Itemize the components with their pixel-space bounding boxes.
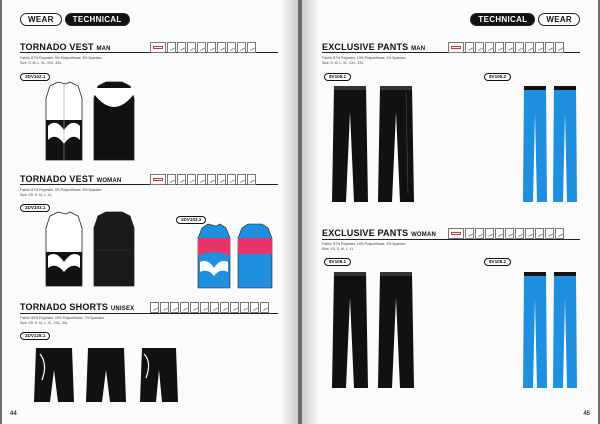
spine-shadow (280, 0, 298, 424)
technical-label: TECHNICAL (65, 13, 130, 26)
feature-icon (247, 174, 256, 185)
feature-icon (197, 42, 206, 53)
section-title: EXCLUSIVE PANTS WOMAN (322, 228, 437, 238)
vest-woman-color-image (196, 222, 276, 292)
wear-label: WEAR (538, 13, 580, 26)
feature-icon (525, 42, 534, 53)
feature-icon (207, 42, 216, 53)
size-text: Size: XS, S, M, L, XL (322, 247, 354, 251)
feature-icon (180, 302, 189, 313)
feature-icon (197, 174, 206, 185)
wear-label: WEAR (20, 13, 62, 26)
feature-icon (160, 302, 169, 313)
feature-icon (207, 174, 216, 185)
section-title: TORNADO VEST WOMAN (20, 174, 122, 184)
feature-icon (555, 42, 564, 53)
feature-icon (515, 228, 524, 239)
pants-man-blue-image (520, 82, 580, 206)
feature-icon (247, 42, 256, 53)
feature-icon (545, 42, 554, 53)
feature-icon (150, 302, 159, 313)
feature-icon (227, 174, 236, 185)
fabric-text: Fabric: 87% Polyester, 5% Polyurethane, 8% Spandex (20, 56, 102, 60)
feature-icons (448, 228, 564, 239)
size-text: Size: S, M, L, XL, XXL, 3XL (20, 61, 62, 65)
brand-icon (448, 228, 464, 239)
feature-icon (535, 42, 544, 53)
feature-icon (237, 42, 246, 53)
vest-woman-black-image (40, 210, 140, 290)
feature-icon (495, 42, 504, 53)
feature-icons (150, 42, 256, 53)
feature-icon (187, 42, 196, 53)
section-tornado-vest-man (20, 42, 111, 66)
brand-icon (150, 42, 166, 53)
section-title: TORNADO SHORTS UNISEX (20, 302, 135, 312)
feature-icon (495, 228, 504, 239)
section-exclusive-pants-woman (322, 228, 436, 252)
page-number: 45 (583, 411, 590, 417)
feature-icon (167, 174, 176, 185)
feature-icons (150, 302, 269, 313)
product-code: 8V106.1 (324, 258, 351, 266)
feature-icon (200, 302, 209, 313)
product-code: 2DV102.1 (20, 73, 50, 81)
feature-icon (227, 42, 236, 53)
product-code: 8V105.2 (484, 73, 511, 81)
size-text: Size: XS, S, M, L, XL, XXL, 3XL (20, 321, 68, 325)
feature-icon (210, 302, 219, 313)
section-tornado-vest-woman (20, 174, 121, 198)
divider (322, 239, 580, 240)
vest-man-image (40, 80, 140, 166)
feature-icon (217, 174, 226, 185)
feature-icon (170, 302, 179, 313)
feature-icon (475, 228, 484, 239)
feature-icon (230, 302, 239, 313)
fabric-text: Fabric: 87% Polyester, 10% Polyurethane, 3% Spandex (322, 242, 406, 246)
pants-woman-blue-image (520, 268, 580, 392)
product-code: 2DV103.2 (176, 216, 206, 224)
pants-man-black-image (328, 82, 418, 206)
divider (20, 313, 278, 314)
feature-icon (485, 228, 494, 239)
feature-icon (465, 228, 474, 239)
feature-icon (240, 302, 249, 313)
feature-icon (167, 42, 176, 53)
feature-icon (187, 174, 196, 185)
feature-icon (177, 42, 186, 53)
feature-icon (515, 42, 524, 53)
left-page (2, 0, 298, 424)
fabric-text: Fabric: 80% Polyester, 20% Polyurethane, 7% Spandex (20, 316, 104, 320)
feature-icon (505, 228, 514, 239)
brand-icon (150, 174, 166, 185)
feature-icon (250, 302, 259, 313)
page-header (20, 13, 130, 26)
feature-icon (525, 228, 534, 239)
feature-icon (220, 302, 229, 313)
section-title: EXCLUSIVE PANTS MAN (322, 42, 426, 52)
page-header (470, 13, 580, 26)
feature-icon (485, 42, 494, 53)
page-number: 44 (10, 411, 17, 417)
fabric-text: Fabric: 87% Polyester, 10% Polyurethane, 3% Spandex (322, 56, 406, 60)
section-exclusive-pants-man (322, 42, 425, 66)
feature-icon (465, 42, 474, 53)
brand-icon (448, 42, 464, 53)
feature-icon (260, 302, 269, 313)
feature-icon (505, 42, 514, 53)
section-tornado-shorts-unisex (20, 302, 134, 326)
product-code: 8V105.1 (324, 73, 351, 81)
pants-woman-black-image (328, 268, 418, 392)
size-text: Size: XS, S, M, L, XL (20, 193, 52, 197)
feature-icon (535, 228, 544, 239)
feature-icons (448, 42, 564, 53)
technical-label: TECHNICAL (470, 13, 535, 26)
feature-icon (237, 174, 246, 185)
feature-icon (190, 302, 199, 313)
product-code: 2DV103.1 (20, 204, 50, 212)
fabric-text: Fabric: 87% Polyester, 5% Polyurethane, 8% Spandex (20, 188, 102, 192)
product-code: 2DV128.1 (20, 332, 50, 340)
feature-icon (475, 42, 484, 53)
product-code: 8V106.2 (484, 258, 511, 266)
shorts-image (32, 340, 182, 410)
feature-icons (150, 174, 256, 185)
feature-icon (545, 228, 554, 239)
section-title: TORNADO VEST MAN (20, 42, 111, 52)
right-page (302, 0, 598, 424)
spine-shadow (302, 0, 320, 424)
feature-icon (555, 228, 564, 239)
feature-icon (217, 42, 226, 53)
size-text: Size: S, M, L, XL, XXL, 3XL (322, 61, 364, 65)
feature-icon (177, 174, 186, 185)
